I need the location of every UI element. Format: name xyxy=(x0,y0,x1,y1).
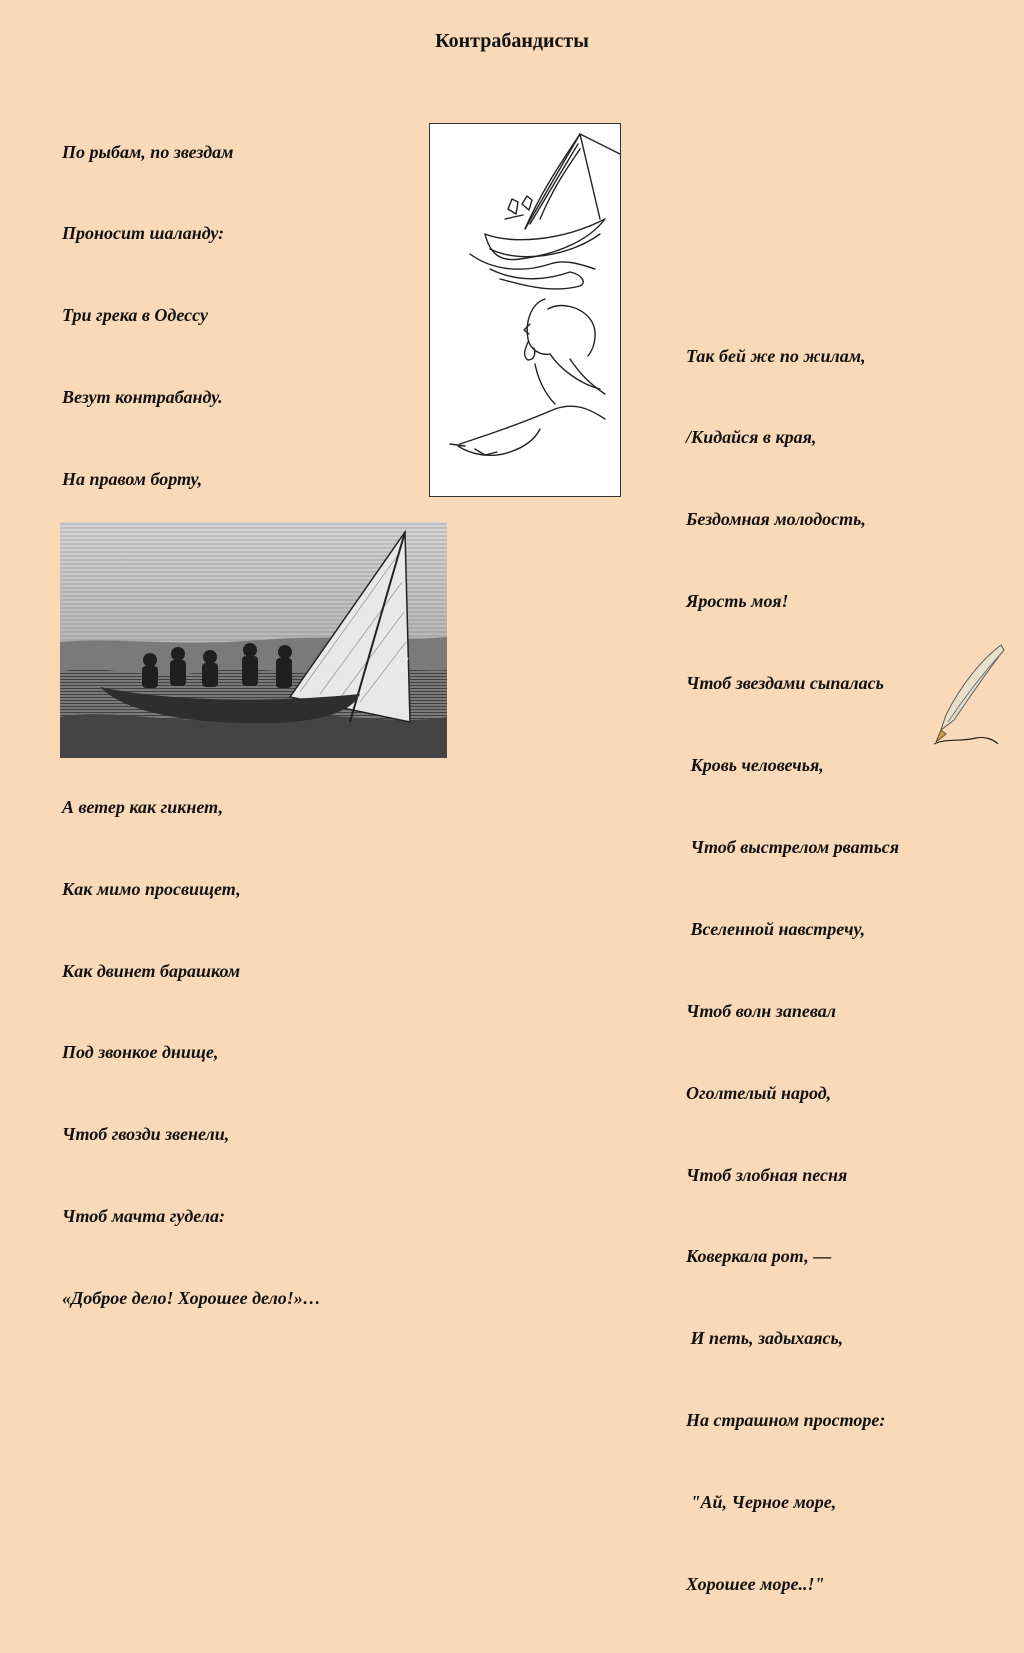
poem-line: На правом борту, xyxy=(62,469,203,490)
poem-line: Так бей же по жилам, xyxy=(686,345,866,366)
poem-line: Везут контрабанду. xyxy=(62,387,223,408)
poem-line: Ярость моя! xyxy=(686,591,789,612)
poem-line: Чтоб волн запевал xyxy=(686,1000,836,1021)
poem-line: Под звонкое днище, xyxy=(62,1042,219,1063)
poem-line: /Кидайся в края, xyxy=(686,427,817,448)
poem-right xyxy=(686,288,899,1653)
poem-line: Чтоб звездами сыпалась xyxy=(686,673,884,694)
poem-line: Чтоб злобная песня xyxy=(686,1164,848,1185)
poem-line: Коверкала рот, — xyxy=(686,1246,832,1267)
poem-line: А ветер как гикнет, xyxy=(62,796,224,817)
poem-line: Бездомная молодость, xyxy=(686,509,866,530)
poem-line: Хорошее море..!" xyxy=(686,1573,825,1594)
pen-sketch-sailboat-and-man-icon xyxy=(429,123,621,497)
engraving-sailboat-in-rough-sea-icon xyxy=(60,522,447,758)
quill-pen-icon xyxy=(926,640,1006,750)
poem-line: По рыбам, по звездам xyxy=(62,141,234,162)
poem-line: На страшном просторе: xyxy=(686,1410,886,1431)
slide-title: Контрабандисты xyxy=(435,30,589,52)
poem-line: Чтоб мачта гудела: xyxy=(62,1206,226,1227)
poem-line: Чтоб выстрелом рваться xyxy=(686,836,900,857)
poem-line: Оголтелый народ, xyxy=(686,1082,832,1103)
poem-line: "Ай, Черное море, xyxy=(686,1492,837,1513)
poem-line: «Доброе дело! Хорошее дело!»… xyxy=(62,1288,321,1309)
poem-line: Три грека в Одессу xyxy=(62,305,208,326)
poem-line: Как двинет барашком xyxy=(62,960,241,981)
poem-line: Вселенной навстречу, xyxy=(686,918,866,939)
poem-line: Кровь человечья, xyxy=(686,755,824,776)
poem-line: И петь, задыхаясь, xyxy=(686,1328,844,1349)
poem-line: Чтоб гвозди звенели, xyxy=(62,1124,230,1145)
poem-line: Проносит шаланду: xyxy=(62,223,225,244)
poem-line: Как мимо просвищет, xyxy=(62,878,241,899)
